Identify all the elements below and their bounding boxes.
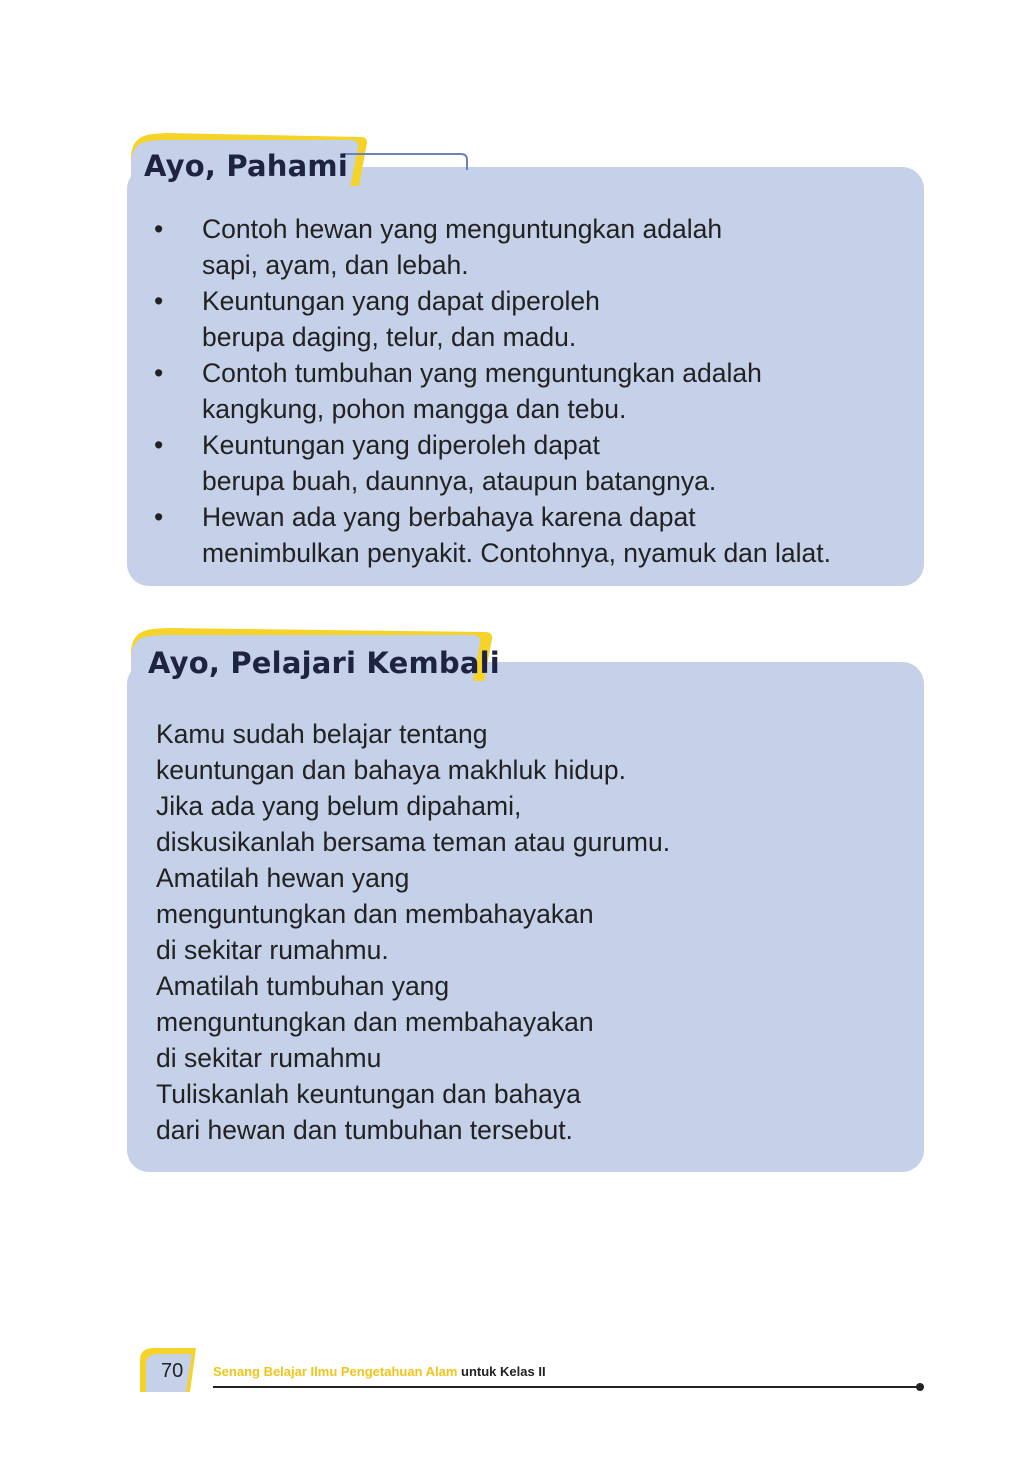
bullet-dot: • (154, 286, 164, 316)
bullet-list-container (127, 211, 917, 571)
paragraph-line: diskusikanlah bersama teman atau gurumu. (156, 827, 671, 857)
section-title: Ayo, Pelajari Kembali (148, 646, 500, 680)
bullet-dot: • (154, 430, 164, 460)
paragraph-line: Amatilah hewan yang (156, 863, 410, 893)
list-item-line: Hewan ada yang berbahaya karena dapat (202, 502, 696, 532)
bullet-dot: • (154, 502, 164, 532)
list-item (127, 427, 917, 499)
paragraph-line: Kamu sudah belajar tentang (156, 719, 488, 749)
bullet-dot: • (154, 214, 164, 244)
book-suffix: untuk Kelas II (457, 1364, 546, 1379)
list-item (127, 211, 917, 283)
list-item-line: Contoh tumbuhan yang menguntungkan adalah (202, 358, 762, 388)
list-item-line: menimbulkan penyakit. Contohnya, nyamuk dan lalat. (202, 538, 831, 568)
list-item (127, 283, 917, 355)
section-ayo-pahami (127, 128, 924, 588)
paragraph-line: dari hewan dan tumbuhan tersebut. (156, 1115, 573, 1145)
footer-book-title (213, 1364, 546, 1379)
book-title: Senang Belajar Ilmu Pengetahuan Alam (213, 1364, 458, 1379)
list-item-line: berupa daging, telur, dan madu. (202, 322, 577, 352)
bullet-list (127, 211, 917, 571)
list-item-line: Contoh hewan yang menguntungkan adalah (202, 214, 723, 244)
paragraph-line: menguntungkan dan membahayakan (156, 899, 594, 929)
list-item (127, 499, 917, 571)
list-item-line: kangkung, pohon mangga dan tebu. (202, 394, 627, 424)
paragraph-line: Jika ada yang belum dipahami, (156, 791, 522, 821)
paragraph-line: keuntungan dan bahaya makhluk hidup. (156, 755, 626, 785)
footer-rule-dot (916, 1383, 924, 1391)
paragraph-line: menguntungkan dan membahayakan (156, 1007, 594, 1037)
section-ayo-pelajari-kembali (127, 623, 924, 1175)
paragraph-line: di sekitar rumahmu (156, 1043, 382, 1073)
bullet-dot: • (154, 358, 164, 388)
paragraph (156, 716, 916, 1148)
paragraph-line: Tuliskanlah keuntungan dan bahaya (156, 1079, 581, 1109)
paragraph-line: di sekitar rumahmu. (156, 935, 389, 965)
list-item (127, 355, 917, 427)
paragraph-line: Amatilah tumbuhan yang (156, 971, 450, 1001)
footer-rule (213, 1386, 919, 1388)
list-item-line: berupa buah, daunnya, ataupun batangnya. (202, 466, 717, 496)
section-title: Ayo, Pahami (144, 149, 348, 183)
list-item-line: sapi, ayam, dan lebah. (202, 250, 469, 280)
list-item-line: Keuntungan yang diperoleh dapat (202, 430, 600, 460)
list-item-line: Keuntungan yang dapat diperoleh (202, 286, 600, 316)
page-number: 70 (161, 1360, 184, 1382)
